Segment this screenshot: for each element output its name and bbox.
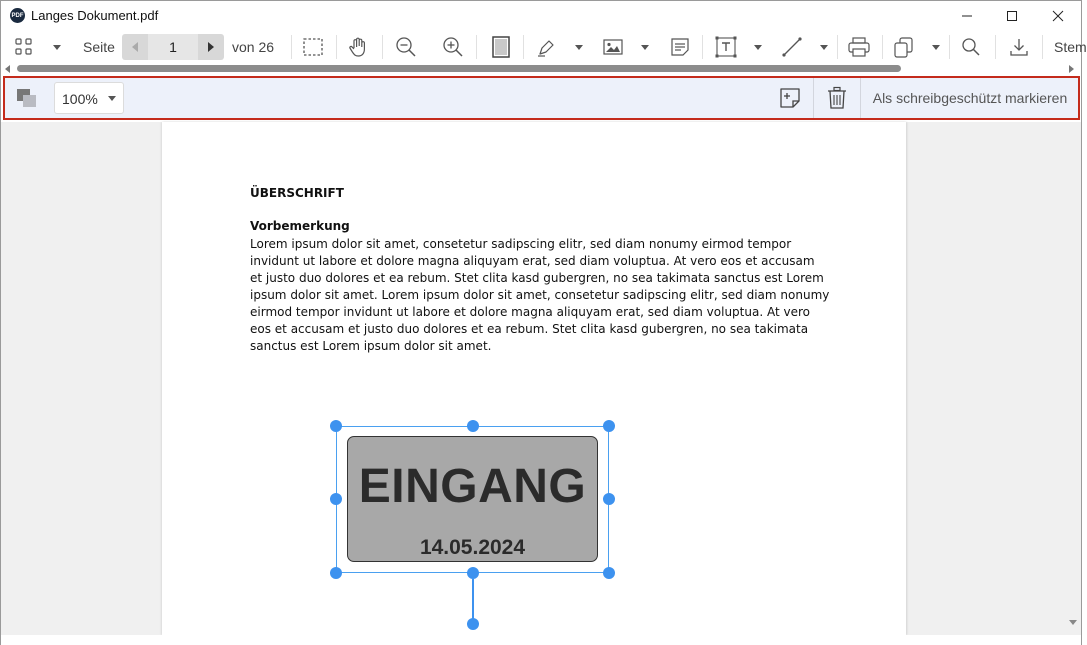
stamp-zoom-value: 100% xyxy=(62,91,98,107)
search-icon xyxy=(961,37,981,57)
app-logo-icon: PDF xyxy=(10,8,25,23)
close-icon xyxy=(1052,10,1064,22)
minimize-icon xyxy=(961,10,973,22)
resize-handle-top[interactable] xyxy=(467,420,479,432)
rotation-handle[interactable] xyxy=(467,618,479,630)
download-button[interactable] xyxy=(1006,31,1032,63)
window-title: Langes Dokument.pdf xyxy=(31,8,159,23)
resize-handle-left[interactable] xyxy=(330,493,342,505)
note-icon xyxy=(669,36,691,58)
chevron-down-icon xyxy=(108,96,116,101)
toolbar-divider xyxy=(476,35,477,59)
scroll-down-arrow-icon[interactable] xyxy=(1069,620,1077,625)
horizontal-scroll-thumb[interactable] xyxy=(17,65,901,72)
copy-pages-button[interactable] xyxy=(891,31,917,63)
title-bar xyxy=(1,1,1081,31)
line-icon xyxy=(781,36,803,58)
print-icon xyxy=(847,36,871,58)
close-button[interactable] xyxy=(1035,1,1081,31)
stamp-date: 14.05.2024 xyxy=(419,536,526,559)
single-page-view-icon xyxy=(490,35,512,59)
document-heading: ÜBERSCHRIFT xyxy=(250,186,344,200)
add-note-button[interactable] xyxy=(779,87,801,109)
line-dropdown[interactable] xyxy=(816,31,832,63)
toolbar-divider xyxy=(382,35,383,59)
resize-handle-bottom[interactable] xyxy=(467,567,479,579)
resize-handle-top-right[interactable] xyxy=(603,420,615,432)
stamp-zoom-select[interactable] xyxy=(54,82,124,114)
note-tool-button[interactable] xyxy=(667,31,693,63)
layer-order-icon xyxy=(15,87,39,109)
stamp-properties-toolbar xyxy=(3,76,1080,120)
stamp-menu-label[interactable]: Stem xyxy=(1054,39,1087,55)
stamp-annotation[interactable] xyxy=(347,436,598,562)
chevron-down-icon xyxy=(641,45,649,50)
trash-icon xyxy=(826,86,848,110)
insert-image-button[interactable] xyxy=(600,31,626,63)
main-toolbar xyxy=(1,31,1087,63)
thumbnails-dropdown[interactable] xyxy=(49,31,65,63)
zoom-in-icon xyxy=(442,36,464,58)
resize-handle-bottom-right[interactable] xyxy=(603,567,615,579)
toolbar-divider xyxy=(860,78,861,118)
document-body-text: Lorem ipsum dolor sit amet, consetetur sadipscing elitr, sed diam nonumy eirmod tempor invidunt ut labore et dolore magna aliquyam erat, sed diam voluptua. At vero eos et accusam et justo duo dolores et ea rebum. Stet clita kasd gubergren, no sea takimata sanctus est Lorem ipsum dolor sit amet. Lorem ipsum dolor sit amet, consetetur sadipscing elitr, sed diam nonumy eirmod tempor invidunt ut labore et dolore magna aliquyam erat, sed diam voluptua. At vero eos et accusam et justo duo dolores et ea rebum. Stet clita kasd gubergren, no sea takimata sanctus est Lorem ipsum dolor sit amet. xyxy=(250,237,830,353)
selection-rectangle-icon xyxy=(302,36,324,58)
pdf-page[interactable] xyxy=(162,122,906,635)
highlighter-pen-icon xyxy=(536,36,558,58)
image-icon xyxy=(602,36,624,58)
scroll-left-arrow-icon[interactable] xyxy=(5,65,10,73)
toolbar-divider xyxy=(291,35,292,59)
resize-handle-right[interactable] xyxy=(603,493,615,505)
minimize-button[interactable] xyxy=(944,1,990,31)
total-pages-label: von 26 xyxy=(232,39,275,55)
toolbar-divider xyxy=(1042,35,1043,59)
chevron-down-icon xyxy=(932,45,940,50)
next-page-button[interactable] xyxy=(198,34,224,60)
document-viewport[interactable] xyxy=(1,122,1081,635)
resize-handle-bottom-left[interactable] xyxy=(330,567,342,579)
toolbar-divider xyxy=(336,35,337,59)
toolbar-divider xyxy=(995,35,996,59)
text-box-button[interactable] xyxy=(713,31,739,63)
zoom-out-button[interactable] xyxy=(393,31,419,63)
toolbar-divider xyxy=(882,35,883,59)
page-navigator xyxy=(122,34,224,60)
toolbar-divider xyxy=(523,35,524,59)
resize-handle-top-left[interactable] xyxy=(330,420,342,432)
vertical-scrollbar[interactable] xyxy=(1065,122,1081,635)
delete-button[interactable] xyxy=(826,86,848,110)
copy-pages-icon xyxy=(892,35,916,59)
add-note-icon xyxy=(779,87,801,109)
chevron-down-icon xyxy=(754,45,762,50)
chevron-right-icon xyxy=(207,42,215,52)
line-tool-button[interactable] xyxy=(779,31,805,63)
highlight-tool-button[interactable] xyxy=(534,31,560,63)
layer-order-button[interactable] xyxy=(15,87,39,109)
zoom-out-icon xyxy=(395,36,417,58)
search-button[interactable] xyxy=(959,31,983,63)
chevron-down-icon xyxy=(53,45,61,50)
mark-readonly-button[interactable]: Als schreibgeschützt markieren xyxy=(872,90,1068,106)
hand-pan-icon xyxy=(348,36,370,58)
download-icon xyxy=(1008,36,1030,58)
image-dropdown[interactable] xyxy=(637,31,653,63)
previous-page-button[interactable] xyxy=(122,34,148,60)
toolbar-divider xyxy=(702,35,703,59)
page-number-input[interactable]: 1 xyxy=(148,34,198,60)
highlight-dropdown[interactable] xyxy=(571,31,587,63)
chevron-down-icon xyxy=(820,45,828,50)
scroll-right-arrow-icon[interactable] xyxy=(1069,65,1074,73)
thumbnails-grid-icon xyxy=(14,37,34,57)
document-subheading: Vorbemerkung xyxy=(250,219,350,233)
page-label: Seite xyxy=(83,39,115,55)
chevron-down-icon xyxy=(575,45,583,50)
copy-pages-dropdown[interactable] xyxy=(928,31,944,63)
select-area-button[interactable] xyxy=(300,31,326,63)
toolbar-divider xyxy=(837,35,838,59)
window-bottom-edge xyxy=(1,635,1081,645)
print-button[interactable] xyxy=(846,31,872,63)
chevron-left-icon xyxy=(131,42,139,52)
thumbnails-button[interactable] xyxy=(11,31,37,63)
page-view-button[interactable] xyxy=(487,31,515,63)
toolbar-divider xyxy=(813,78,814,118)
text-box-dropdown[interactable] xyxy=(750,31,766,63)
zoom-in-button[interactable] xyxy=(440,31,466,63)
toolbar-divider xyxy=(949,35,950,59)
horizontal-scrollbar[interactable] xyxy=(1,63,1081,74)
maximize-button[interactable] xyxy=(989,1,1035,31)
hand-tool-button[interactable] xyxy=(346,31,372,63)
text-box-icon xyxy=(714,35,738,59)
stamp-title: EINGANG xyxy=(358,460,587,513)
maximize-icon xyxy=(1006,10,1018,22)
